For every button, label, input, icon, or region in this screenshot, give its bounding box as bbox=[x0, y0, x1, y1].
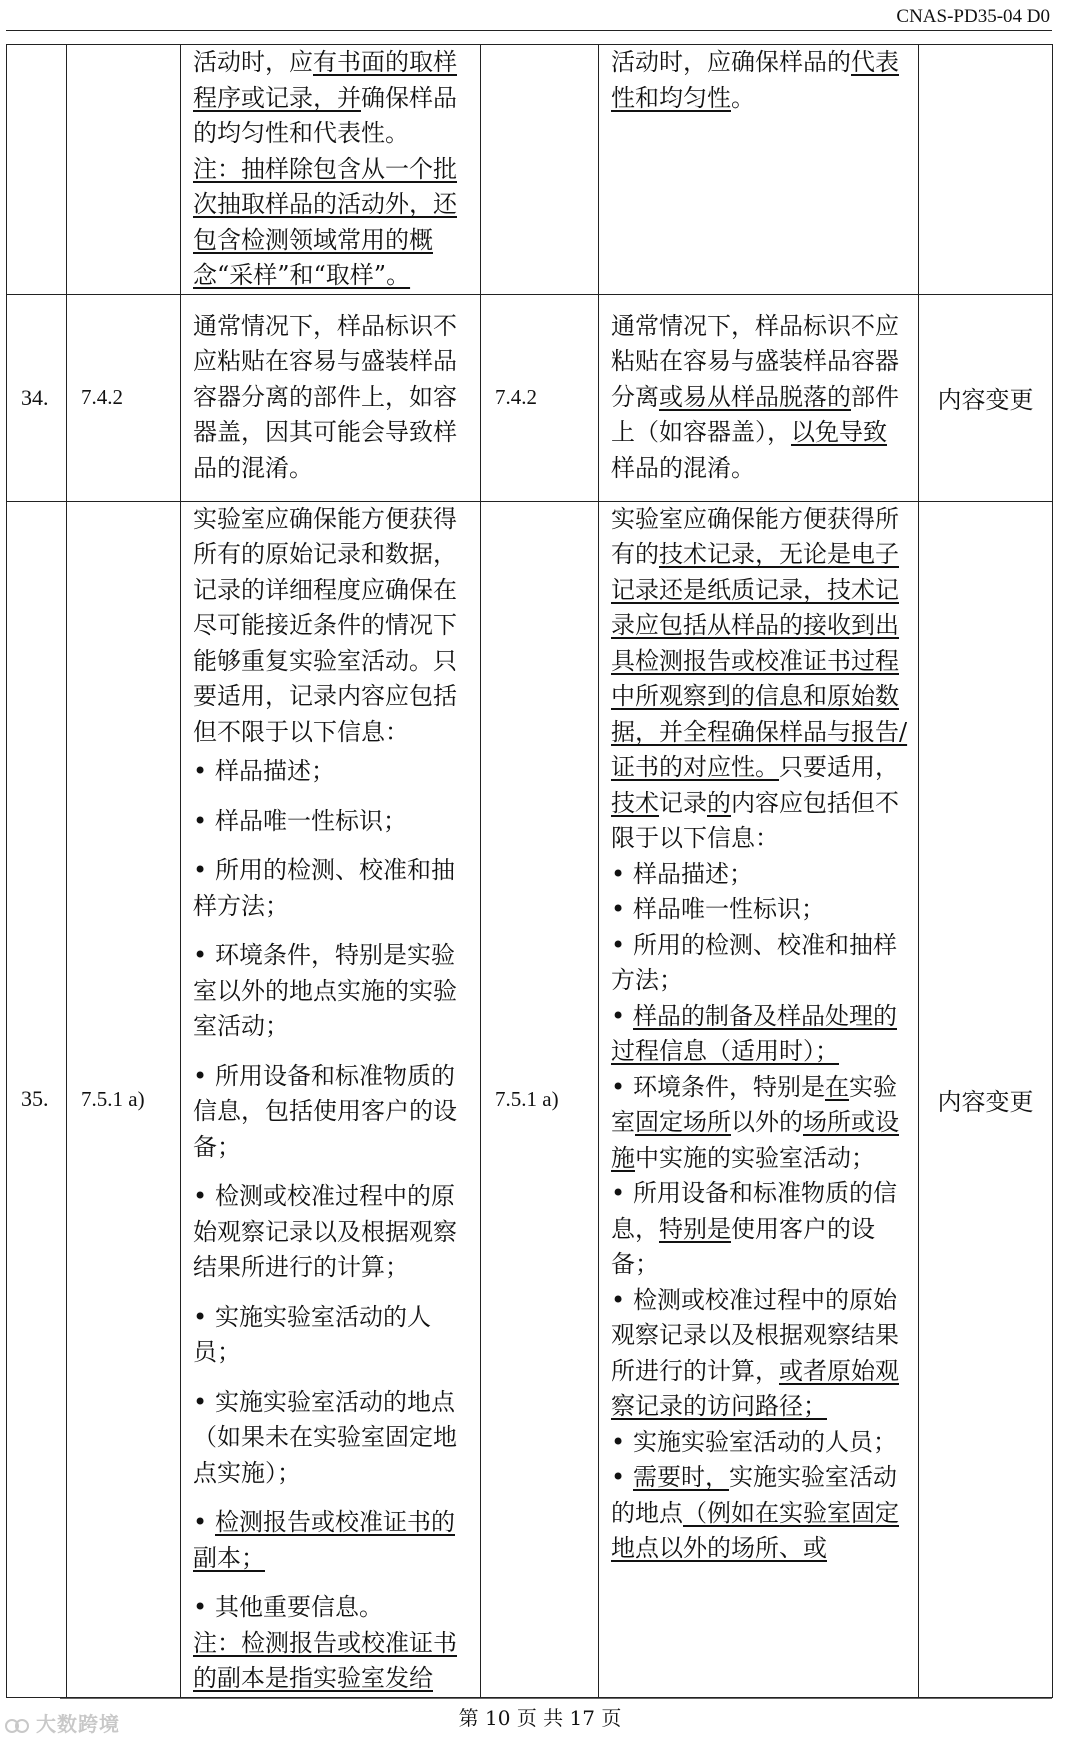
text-run: 实验室应确保能方便获得所有的 bbox=[611, 504, 899, 568]
text-run: 确保样品的均匀性和代表性。 bbox=[193, 83, 457, 147]
new-clause: 7.4.2 bbox=[481, 294, 599, 501]
bullet-icon: • bbox=[193, 806, 208, 835]
underlined-text: 特别是 bbox=[659, 1214, 731, 1243]
text-run: 记录 bbox=[659, 788, 707, 817]
old-clause: 7.4.2 bbox=[67, 294, 181, 501]
list-item bbox=[611, 928, 908, 999]
bullet-icon: • bbox=[611, 1463, 626, 1491]
underlined-text: （例如在实验室固定地点以外的场所、或 bbox=[611, 1498, 899, 1562]
bullet-icon: • bbox=[193, 856, 208, 884]
list-item bbox=[193, 1179, 470, 1286]
bullet-icon: • bbox=[193, 1182, 208, 1210]
change-type: 内容变更 bbox=[919, 294, 1053, 501]
text-run: 实验室 bbox=[611, 1072, 897, 1136]
old-intro: 实验室应确保能方便获得所有的原始记录和数据，记录的详细程度应确保在尽可能接近条件的情况下能够重复实验室活动。只要适用，记录内容应包括但不限于以下信息： bbox=[193, 504, 457, 746]
text-run: 。 bbox=[731, 83, 755, 112]
header-divider bbox=[6, 30, 1052, 31]
bullet-icon: • bbox=[611, 1427, 626, 1456]
old-text-cell bbox=[181, 294, 481, 501]
list-item bbox=[611, 1070, 908, 1177]
underlined-text: 技术 bbox=[611, 788, 659, 817]
bullet-icon: • bbox=[611, 1179, 626, 1207]
text-run: 样品描述； bbox=[215, 757, 335, 785]
text-run: 实施实验室活动的地点 bbox=[611, 1463, 897, 1527]
new-clause-cell bbox=[481, 45, 599, 295]
bullet-icon: • bbox=[611, 895, 626, 923]
table-row bbox=[7, 294, 1053, 501]
new-text-cell bbox=[599, 501, 919, 1697]
text-run: 检测或校准过程中的原始观察记录以及根据观察结果所进行的计算， bbox=[611, 1285, 899, 1385]
old-text-cell bbox=[181, 45, 481, 295]
text-run: 使用客户的设备； bbox=[611, 1214, 875, 1278]
list-item bbox=[611, 1425, 908, 1461]
text-run: 所用设备和标准物质的信息， bbox=[611, 1179, 897, 1243]
underlined-text: 需要时， bbox=[633, 1463, 729, 1491]
underlined-text: 检测报告或校准证书的副本； bbox=[193, 1508, 455, 1572]
list-item bbox=[193, 1385, 470, 1492]
underlined-text: 技术记录，无论是电子记录还是纸质记录，技术记录应包括从样品的接收到出具检测报告或校准证书过程中所观察到的信息和原始数据，并全程确保样品与报告/证书的对应性。 bbox=[611, 540, 908, 781]
underlined-text: 以免导致 bbox=[791, 418, 887, 447]
text-run: 其他重要信息。 bbox=[215, 1593, 383, 1621]
list-item bbox=[193, 853, 470, 924]
new-clause: 7.5.1 a) bbox=[481, 501, 599, 1697]
text-run: 环境条件，特别是 bbox=[633, 1072, 825, 1101]
list-item bbox=[193, 1590, 470, 1626]
old-text: 通常情况下，样品标识不应粘贴在容易与盛装样品容器分离的部件上，如容器盖，因其可能会导致样品的混淆。 bbox=[193, 311, 457, 482]
list-item bbox=[611, 1176, 908, 1283]
text-run: 实施实验室活动的地点（如果未在实验室固定地点实施）； bbox=[193, 1387, 457, 1487]
bullet-icon: • bbox=[193, 1508, 208, 1536]
document-code: CNAS-PD35-04 D0 bbox=[896, 6, 1050, 27]
text-run: 部件上（如容器盖）， bbox=[611, 382, 899, 447]
row-number-cell bbox=[7, 45, 67, 295]
old-note: 注：检测报告或校准证书的副本是指实验室发给 bbox=[193, 1628, 457, 1692]
text-run: 环境条件，特别是实验室以外的地点实施的实验室活动； bbox=[193, 941, 457, 1040]
bullet-icon: • bbox=[611, 1285, 626, 1314]
old-text-cell bbox=[181, 501, 481, 1697]
list-item bbox=[611, 999, 908, 1070]
text-run: 通常情况下，样品标识不应粘贴在容易与盛装样品容器分离 bbox=[611, 311, 899, 411]
underlined-text: 或易从样品脱落的 bbox=[659, 382, 851, 411]
text-run: 活动时，应 bbox=[193, 48, 313, 76]
new-text bbox=[599, 45, 918, 116]
new-text-cell bbox=[599, 294, 919, 501]
underlined-text: 样品的制备及样品处理的过程信息（适用时）； bbox=[611, 1001, 897, 1065]
text-run: 样品描述； bbox=[633, 859, 753, 888]
list-item bbox=[193, 1059, 470, 1166]
text-run: 所用的检测、校准和抽样方法； bbox=[193, 856, 455, 920]
list-item bbox=[193, 754, 470, 790]
new-bullet-list bbox=[611, 857, 908, 1567]
text-run: 只要适用， bbox=[779, 753, 899, 781]
list-item bbox=[193, 804, 470, 840]
row-number: 35. bbox=[7, 501, 67, 1697]
text-run: 样品的混淆。 bbox=[611, 453, 755, 482]
new-intro bbox=[611, 502, 908, 857]
bullet-icon: • bbox=[193, 1387, 208, 1416]
text-run: 所用的检测、校准和抽样方法； bbox=[611, 930, 897, 994]
bullet-icon: • bbox=[193, 1302, 208, 1331]
list-item bbox=[193, 1505, 470, 1576]
text-run: 内容应包括但不限于以下信息： bbox=[611, 788, 899, 852]
bullet-icon: • bbox=[611, 1001, 626, 1030]
underlined-text: 或者原始观察记录的访问路径； bbox=[611, 1356, 899, 1420]
comparison-table bbox=[6, 44, 1053, 1698]
underlined-text: 有书面的取样程序或记录，并 bbox=[193, 48, 457, 112]
list-item bbox=[611, 857, 908, 893]
old-bullet-list bbox=[193, 754, 470, 1626]
row-number: 34. bbox=[7, 294, 67, 501]
bullet-icon: • bbox=[193, 757, 208, 785]
table-row bbox=[7, 501, 1053, 1697]
list-item bbox=[611, 1283, 908, 1425]
change-type: 内容变更 bbox=[919, 501, 1053, 1697]
bullet-icon: • bbox=[611, 930, 626, 959]
list-item bbox=[193, 938, 470, 1045]
footer-divider bbox=[60, 1698, 1052, 1699]
underlined-text: 注：抽样除包含从一个批次抽取样品的活动外，还包含检测领域常用的概念“采样”和“取样”。 bbox=[193, 154, 457, 289]
new-text bbox=[599, 309, 918, 487]
text-run: 以外的 bbox=[731, 1108, 803, 1136]
text-run: 样品唯一性标识； bbox=[215, 806, 407, 835]
bullet-icon: • bbox=[193, 941, 208, 969]
text-run: 实施实验室活动的人员； bbox=[193, 1302, 431, 1366]
list-item bbox=[611, 1460, 908, 1567]
change-type-cell bbox=[919, 45, 1053, 295]
text-run: 检测或校准过程中的原始观察记录以及根据观察结果所进行的计算； bbox=[193, 1182, 457, 1281]
old-text bbox=[181, 45, 480, 294]
bullet-icon: • bbox=[193, 1593, 208, 1621]
list-item bbox=[193, 1300, 470, 1371]
table-row bbox=[7, 45, 1053, 295]
text-run: 样品唯一性标识； bbox=[633, 895, 825, 923]
underlined-text: 场所或设施 bbox=[611, 1108, 899, 1172]
underlined-text: 固定场所 bbox=[635, 1108, 731, 1136]
bullet-icon: • bbox=[611, 1072, 626, 1101]
underlined-text: 的 bbox=[707, 788, 731, 817]
text-run: 活动时，应确保样品的 bbox=[611, 48, 851, 76]
text-run: 中实施的实验室活动； bbox=[635, 1143, 875, 1172]
underlined-text: 在 bbox=[825, 1072, 849, 1101]
old-clause: 7.5.1 a) bbox=[67, 501, 181, 1697]
old-clause-cell bbox=[67, 45, 181, 295]
bullet-icon: • bbox=[193, 1061, 208, 1090]
bullet-icon: • bbox=[611, 859, 626, 888]
underlined-text: 代表性和均匀性 bbox=[611, 48, 899, 112]
list-item bbox=[611, 892, 908, 928]
text-run: 所用设备和标准物质的信息，包括使用客户的设备； bbox=[193, 1061, 457, 1161]
watermark-text: 大数跨境 bbox=[36, 1712, 120, 1736]
page-number: 第 10 页 共 17 页 bbox=[458, 1706, 622, 1730]
text-run: 实施实验室活动的人员； bbox=[633, 1427, 897, 1456]
new-text-cell bbox=[599, 45, 919, 295]
